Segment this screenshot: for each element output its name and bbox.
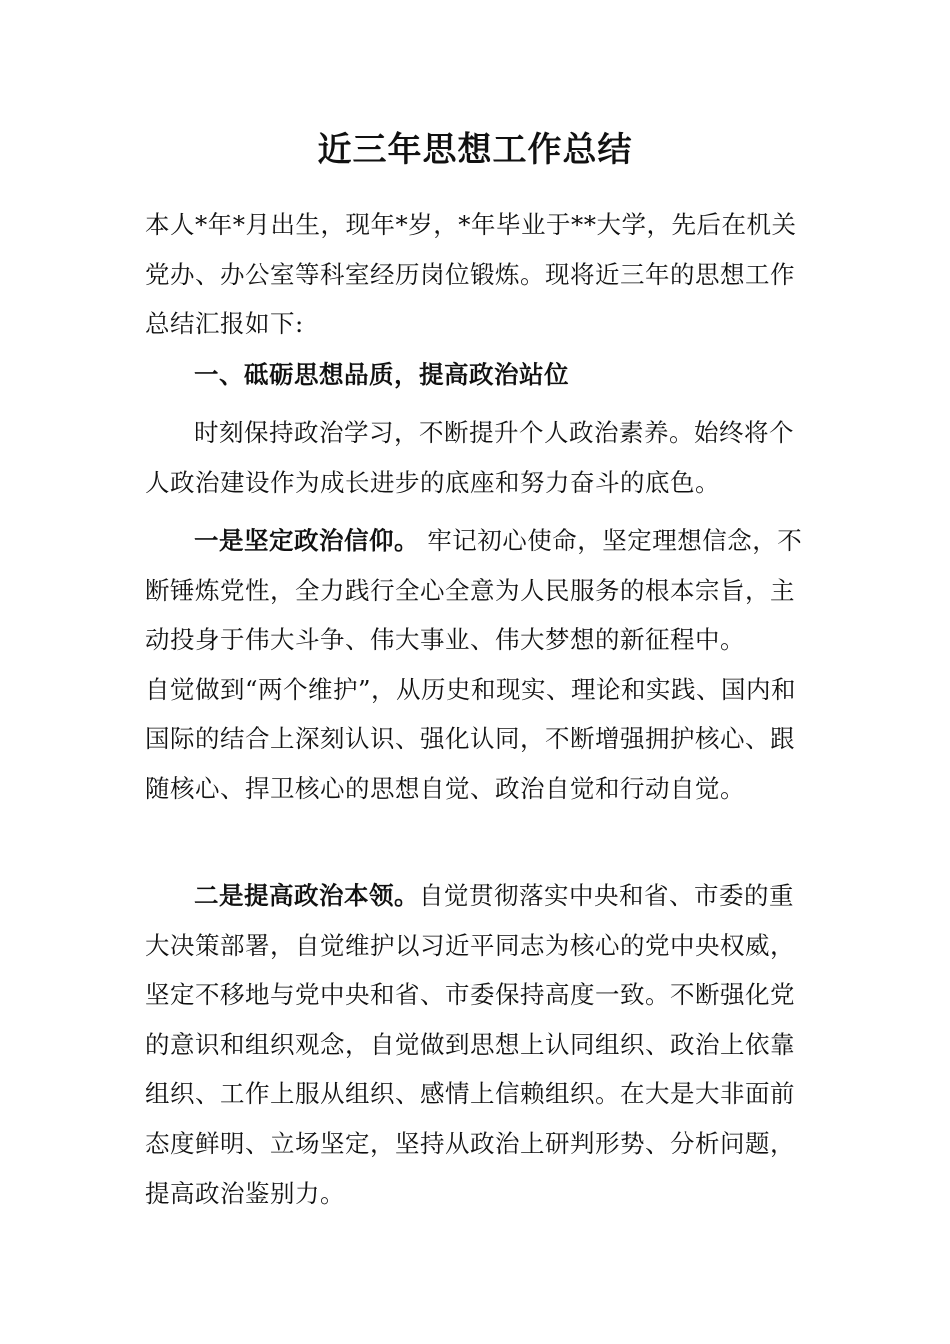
point-1-paragraph: [145, 516, 805, 814]
point-1-text: 牢记初心使命，坚定理想信念，不断锤炼党性，全力践行全心全意为人民服务的根本宗旨，主动投身于伟大斗争、伟大事业、伟大梦想的新征程中。: [145, 526, 803, 655]
document-title: 近三年思想工作总结: [317, 130, 633, 170]
intro-text: 本人*年*月出生，现年*岁，*年毕业于**大学，先后在机关党办、办公室等科室经历岗位锻炼。现将近三年的思想工作总结汇报如下:: [145, 210, 797, 339]
section-1-text: 时刻保持政治学习，不断提升个人政治素养。始终将个人政治建设作为成长进步的底座和努力奋斗的底色。: [145, 418, 794, 497]
section-1-heading-block: [145, 350, 805, 400]
point-1-lead: 一是坚定政治信仰。: [194, 526, 419, 555]
point-2-body: [145, 871, 805, 1218]
point-1-text-continued: 自觉做到“两个维护”，从历史和现实、理论和实践、国内和国际的结合上深刻认识、强化认同，不断增强拥护核心、跟随核心、捍卫核心的思想自觉、政治自觉和行动自觉。: [145, 674, 797, 803]
point-2-lead: 二是提高政治本领。: [194, 881, 419, 910]
section-1-heading: 一、砥砺思想品质，提高政治站位: [194, 360, 569, 389]
point-1-body: [145, 516, 805, 665]
point-2-paragraph: [145, 871, 805, 1218]
intro-paragraph: [145, 200, 805, 349]
point-2-text: 自觉贯彻落实中央和省、市委的重大决策部署，自觉维护以习近平同志为核心的党中央权威，坚定不移地与党中央和省、市委保持高度一致。不断强化党的意识和组织观念，自觉做到思想上认同组织、政治上依靠组织、工作上服从组织、感情上信赖组织。在大是大非面前态度鲜明、立场坚定，坚持从政治上研判形势、分析问题，提高政治鉴别力。: [145, 881, 795, 1208]
section-1-paragraph: [145, 408, 805, 507]
